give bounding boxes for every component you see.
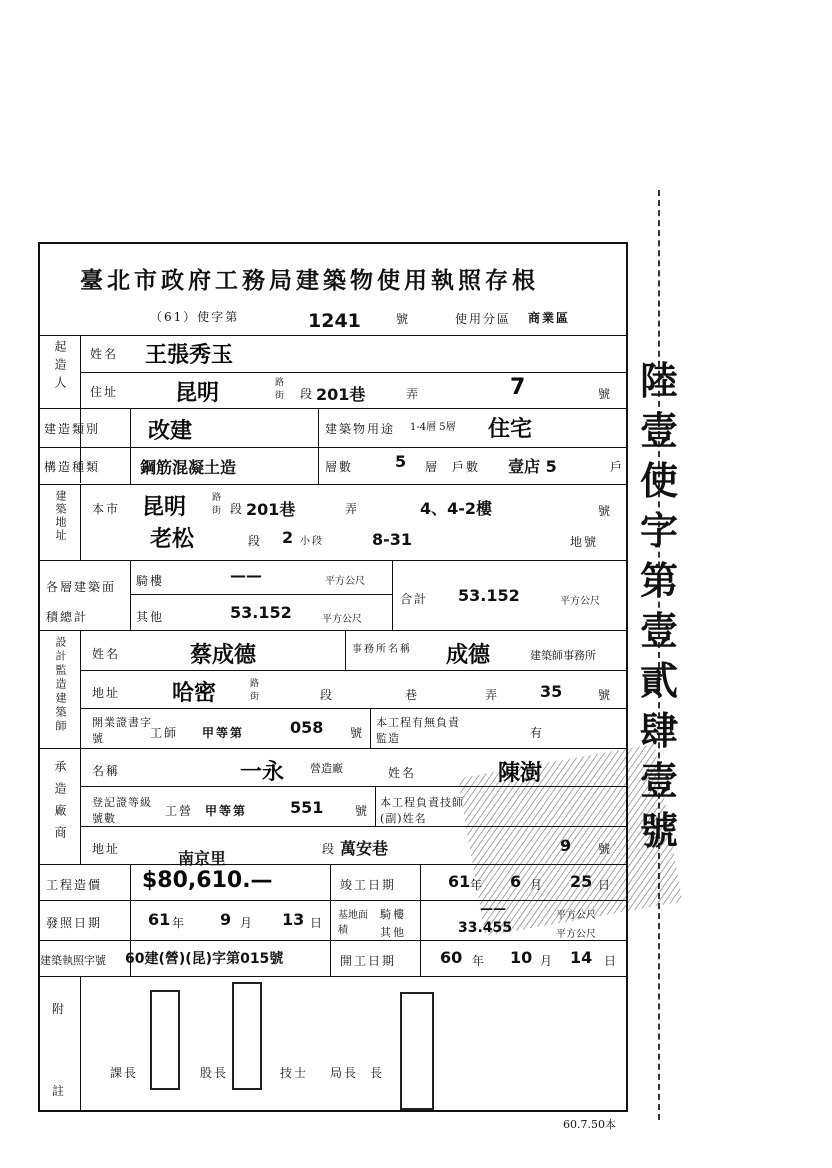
side-char: 壹 bbox=[640, 408, 679, 453]
contractor-reg-label: 登記證等級號數 bbox=[92, 796, 152, 825]
sub-section: 2 bbox=[282, 528, 294, 547]
designer-street: 哈密 bbox=[172, 681, 217, 706]
stamp-title: 長 bbox=[370, 1066, 385, 1080]
area-unit: 平方公尺 bbox=[322, 614, 362, 625]
stamp-title: 股長 bbox=[200, 1066, 229, 1080]
contractor-reg-number: 551 bbox=[290, 798, 324, 817]
permit-value: 60建(營)(昆)字第015號 bbox=[125, 951, 284, 967]
issue-month: 9 bbox=[220, 910, 232, 929]
land-section-unit: 段 bbox=[248, 534, 263, 548]
designer-name: 蔡成德 bbox=[190, 643, 257, 668]
contractor-person-label: 姓名 bbox=[388, 766, 417, 780]
designer-address-label: 地址 bbox=[92, 686, 121, 700]
completion-day: 25 bbox=[570, 872, 593, 891]
rule bbox=[38, 748, 628, 749]
site-section-unit: 段 bbox=[230, 502, 245, 516]
floors-unit: 層 bbox=[425, 460, 440, 474]
area-section-label: 各層建築面積總計 bbox=[46, 580, 117, 624]
month-unit: 月 bbox=[530, 878, 545, 892]
site-section-label: 建築地址 bbox=[54, 490, 67, 542]
year-unit: 年 bbox=[472, 954, 487, 968]
rule bbox=[80, 708, 628, 709]
total-area-label: 合計 bbox=[400, 592, 429, 606]
structure-label: 構造種類 bbox=[44, 460, 101, 474]
side-char: 字 bbox=[640, 508, 679, 553]
rule bbox=[38, 940, 628, 941]
designer-name-label: 姓名 bbox=[92, 647, 121, 661]
completion-month: 6 bbox=[510, 872, 522, 891]
rule-v bbox=[130, 408, 131, 484]
stamp-title: 課長 bbox=[110, 1066, 139, 1080]
households-value: 壹店 5 bbox=[508, 457, 557, 476]
contractor-section-label: 承造廠商 bbox=[53, 760, 67, 848]
rule bbox=[80, 372, 628, 373]
form-title: 臺北市政府工務局建築物使用執照存根 bbox=[80, 267, 539, 294]
alley-unit: 弄 bbox=[406, 387, 421, 401]
side-char: 第 bbox=[640, 558, 679, 603]
designer-section-unit: 段 bbox=[320, 688, 335, 702]
permit-label: 建築執照字號 bbox=[40, 954, 106, 967]
contractor-reg-suffix: 號 bbox=[355, 804, 370, 818]
rule bbox=[38, 408, 628, 409]
applicant-name: 王張秀玉 bbox=[145, 343, 234, 368]
zone-label: 使用分區 bbox=[455, 312, 512, 326]
lot-numbers: 8-31 bbox=[372, 530, 413, 549]
side-char: 肆 bbox=[640, 708, 679, 753]
month-unit: 月 bbox=[540, 954, 555, 968]
side-char: 使 bbox=[640, 458, 679, 503]
side-char: 陸 bbox=[640, 358, 679, 403]
contractor-address-lane: 萬安巷 bbox=[340, 839, 389, 858]
stamp-title: 技士 bbox=[280, 1066, 309, 1080]
ink-smudge bbox=[458, 744, 683, 936]
land-section: 老松 bbox=[150, 527, 195, 552]
designer-reg-suffix: 號 bbox=[350, 726, 365, 740]
rule bbox=[38, 630, 628, 631]
applicant-name-label: 姓名 bbox=[90, 347, 119, 361]
area-unit: 平方公尺 bbox=[325, 576, 365, 587]
year-unit: 年 bbox=[470, 878, 485, 892]
applicant-street: 昆明 bbox=[175, 381, 220, 406]
office-name: 成德 bbox=[446, 643, 491, 668]
month-unit: 月 bbox=[240, 916, 255, 930]
use-value: 住宅 bbox=[488, 417, 533, 442]
contractor-name: 一永 bbox=[240, 760, 285, 785]
other-area-label: 其他 bbox=[136, 610, 165, 624]
license-prefix: （61）使字第 bbox=[150, 310, 240, 324]
contractor-address-label: 地址 bbox=[92, 842, 121, 856]
base-other-label: 其他 bbox=[380, 926, 406, 939]
floors-value: 5 bbox=[395, 452, 407, 471]
rule bbox=[38, 976, 628, 977]
base-other-value: 33.455 bbox=[458, 920, 513, 936]
rule-v bbox=[420, 864, 421, 976]
site-number-unit: 號 bbox=[598, 504, 613, 518]
build-type: 改建 bbox=[148, 419, 193, 444]
contractor-address-section: 段 bbox=[322, 842, 337, 856]
day-unit: 日 bbox=[598, 878, 613, 892]
tech-label: 本工程負責技師(副)姓名 bbox=[380, 796, 464, 825]
remarks-label-bottom: 註 bbox=[52, 1084, 67, 1098]
day-unit: 日 bbox=[604, 954, 619, 968]
rule bbox=[38, 447, 628, 448]
households-unit: 戶 bbox=[610, 460, 625, 474]
approval-seal bbox=[400, 992, 434, 1110]
site-alley-unit: 弄 bbox=[345, 502, 360, 516]
issue-day: 13 bbox=[282, 910, 305, 929]
footer-code: 60.7.50本 bbox=[563, 1118, 616, 1131]
site-street: 昆明 bbox=[142, 495, 187, 520]
side-char: 號 bbox=[640, 808, 679, 853]
side-char: 貳 bbox=[640, 658, 679, 703]
rule-v bbox=[318, 408, 319, 484]
side-char: 壹 bbox=[640, 608, 679, 653]
base-arcade-value: —— bbox=[480, 902, 506, 917]
rule-v bbox=[130, 560, 131, 630]
base-area-label: 基地面積 bbox=[338, 910, 368, 936]
site-lane: 201巷 bbox=[246, 500, 296, 519]
area-unit: 平方公尺 bbox=[560, 596, 600, 607]
side-char: 壹 bbox=[640, 758, 679, 803]
designer-alley-unit: 弄 bbox=[485, 688, 500, 702]
rule-v bbox=[392, 560, 393, 630]
site-city-label: 本市 bbox=[92, 502, 121, 516]
rule-v bbox=[345, 630, 346, 670]
designer-reg-prefix: 工師 bbox=[150, 726, 179, 740]
designer-reg-grade: 甲等第 bbox=[202, 726, 245, 740]
use-small: 1-4層 5層 bbox=[410, 422, 456, 433]
rule-v bbox=[80, 976, 81, 1110]
rule bbox=[130, 594, 392, 595]
applicant-number: 7 bbox=[510, 375, 526, 400]
contractor-name-suffix: 營造廠 bbox=[310, 762, 343, 775]
rule-v bbox=[370, 708, 371, 748]
use-label: 建築物用途 bbox=[325, 422, 396, 436]
day-unit: 日 bbox=[310, 916, 325, 930]
site-numbers: 4、4-2樓 bbox=[420, 499, 493, 518]
section-unit: 段 bbox=[300, 387, 315, 401]
rule-v bbox=[330, 864, 331, 976]
rule-v bbox=[375, 786, 376, 826]
zone-value: 商業區 bbox=[528, 311, 571, 325]
contractor-address-number-unit: 號 bbox=[598, 842, 613, 856]
rule bbox=[38, 484, 628, 485]
rule bbox=[38, 335, 628, 336]
total-area-value: 53.152 bbox=[458, 586, 520, 605]
approval-seal bbox=[150, 990, 180, 1090]
site-street-label: 街 bbox=[212, 506, 224, 516]
rule bbox=[80, 670, 628, 671]
contractor-address-number: 9 bbox=[560, 836, 572, 855]
site-road-label: 路 bbox=[212, 493, 224, 503]
rule-v bbox=[80, 484, 81, 560]
cost-label: 工程造價 bbox=[46, 878, 103, 892]
contractor-reg-prefix: 工營 bbox=[165, 804, 194, 818]
start-label: 開工日期 bbox=[340, 954, 397, 968]
designer-reg-label: 開業證書字號 bbox=[92, 716, 152, 745]
start-day: 14 bbox=[570, 948, 593, 967]
start-year: 60 bbox=[440, 948, 463, 967]
number-unit: 號 bbox=[598, 387, 613, 401]
base-arcade-label: 騎樓 bbox=[380, 908, 406, 921]
base-unit: 平方公尺 bbox=[556, 929, 596, 940]
start-month: 10 bbox=[510, 948, 533, 967]
contractor-reg-grade: 甲等第 bbox=[205, 804, 248, 818]
remarks-label-top: 附 bbox=[52, 1002, 67, 1016]
designer-number: 35 bbox=[540, 682, 563, 701]
designer-lane-unit: 巷 bbox=[405, 688, 420, 702]
year-unit: 年 bbox=[172, 916, 187, 930]
structure: 鋼筋混凝土造 bbox=[140, 458, 237, 477]
issue-label: 發照日期 bbox=[46, 916, 103, 930]
office-suffix: 建築師事務所 bbox=[530, 649, 596, 662]
street-label: 街 bbox=[275, 391, 287, 401]
contractor-person: 陳澍 bbox=[498, 761, 543, 786]
rule-v bbox=[80, 630, 81, 864]
completion-label: 竣工日期 bbox=[340, 878, 397, 892]
base-unit: 平方公尺 bbox=[556, 910, 596, 921]
applicant-address-label: 住址 bbox=[90, 385, 119, 399]
floors-label: 層數 bbox=[325, 460, 354, 474]
office-label: 事務所名稱 bbox=[352, 644, 412, 655]
approval-seal bbox=[232, 982, 262, 1090]
supervise-value: 有 bbox=[530, 726, 545, 740]
supervise-label: 本工程有無負責監造 bbox=[376, 716, 460, 745]
build-type-label: 建造類別 bbox=[44, 422, 101, 436]
designer-section-label: 設計監造建築師 bbox=[54, 636, 67, 734]
other-area-value: 53.152 bbox=[230, 603, 292, 622]
designer-reg-number: 058 bbox=[290, 718, 324, 737]
lot-unit: 地號 bbox=[570, 535, 599, 549]
contractor-address-text: 南京里 bbox=[178, 849, 227, 868]
designer-number-unit: 號 bbox=[598, 688, 613, 702]
designer-road-label: 路 bbox=[250, 679, 262, 689]
households-label: 戶數 bbox=[452, 460, 481, 474]
issue-year: 61 bbox=[148, 910, 171, 929]
applicant-lane: 201巷 bbox=[316, 385, 366, 404]
rule bbox=[38, 560, 628, 561]
applicant-section-label: 起造人 bbox=[53, 340, 67, 394]
road-label: 路 bbox=[275, 378, 287, 388]
arcade-label: 騎樓 bbox=[136, 574, 165, 588]
sub-section-unit: 小段 bbox=[300, 536, 324, 547]
designer-street-label: 街 bbox=[250, 692, 262, 702]
stamp-title: 局長 bbox=[330, 1066, 359, 1080]
completion-year: 61 bbox=[448, 872, 471, 891]
arcade-value: —— bbox=[230, 566, 262, 585]
contractor-name-label: 名稱 bbox=[92, 764, 121, 778]
cost-value: $80,610.— bbox=[142, 868, 273, 893]
license-suffix: 號 bbox=[396, 312, 411, 326]
license-number: 1241 bbox=[308, 310, 361, 332]
